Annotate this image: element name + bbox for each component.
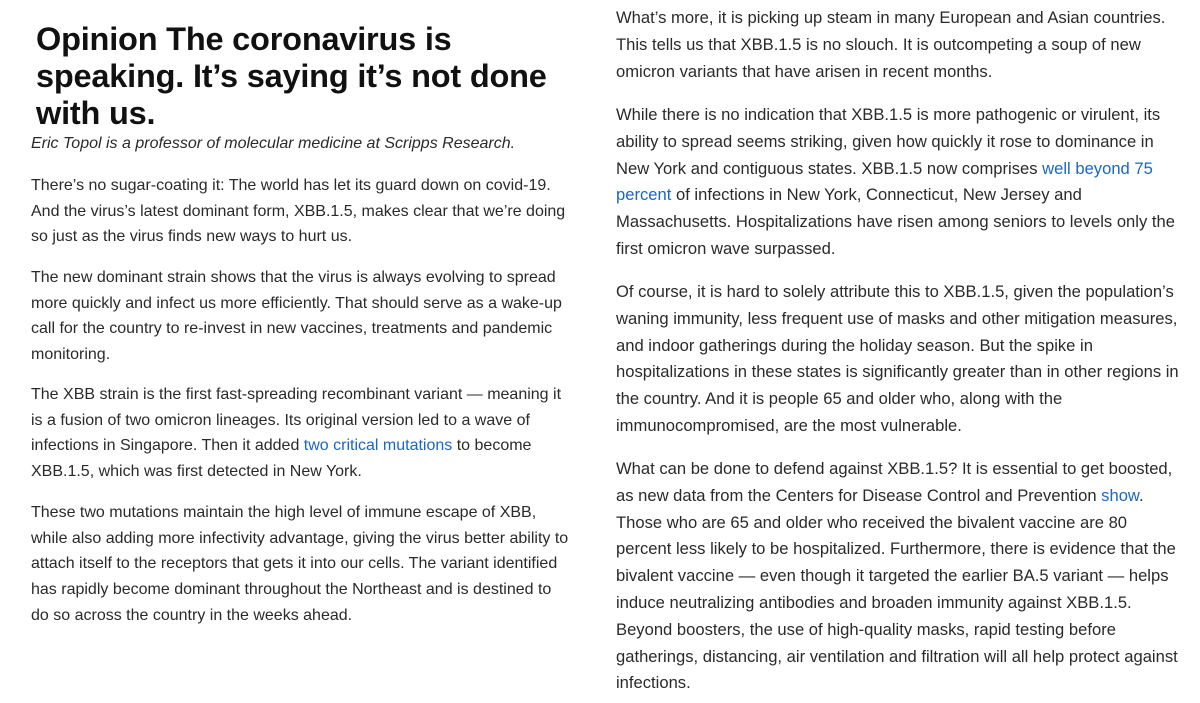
paragraph-sugar-coating: There’s no sugar-coating it: The world has let its guard down on covid-19. And the virus’s latest dominant form, XBB.1.5, makes clear that we’re doing so just as the virus finds new ways to hurt us. — [31, 177, 566, 246]
article-headline: Opinion The coronavirus is speaking. It’s saying it’s not done with us. — [36, 21, 547, 131]
paragraph-text: What can be done to defend against XBB.1.5? It is essential to get boosted, as new data from the Centers for Disease Control and Prevention — [616, 459, 1173, 505]
paragraph-new-dominant-strain: The new dominant strain shows that the virus is always evolving to spread more quickly and infect us more efficiently. That should serve as a wake-up call for the country to re-invest in new vaccines, treatments and pandemic monitoring. — [31, 269, 562, 364]
paragraph-pathogenic — [616, 102, 1181, 263]
paragraph-text: While there is no indication that XBB.1.5 is more pathogenic or virulent, its ability to spread seems striking, given how quickly it rose to dominance in New York and contiguous states. XBB.1.5 now comprises — [616, 105, 1161, 178]
paragraph-picking-up-steam: What’s more, it is picking up steam in many European and Asian countries. This tells us that XBB.1.5 is no slouch. It is outcompeting a soup of new omicron variants that have arisen in recent months. — [616, 8, 1166, 81]
well-beyond-75-percent-link[interactable]: well beyond 75 percent — [616, 158, 1153, 205]
paragraph-hard-to-attribute: Of course, it is hard to solely attribute this to XBB.1.5, given the population’s waning immunity, less frequent use of masks and other mitigation measures, and indoor gatherings during the holiday season. But the spike in hospitalizations in these states is significantly greater than in other regions in the country. And it is people 65 and older who, along with the immunocompromised, are the most vulnerable. — [616, 282, 1179, 435]
paragraph-defend-against — [616, 456, 1181, 697]
paragraph-text: to become XBB.1.5, which was first detected in New York. — [31, 437, 532, 481]
paragraph-text: of infections in New York, Connecticut, New Jersey and Massachusetts. Hospitalizations have risen among seniors to levels only the first omicron wave surpassed. — [616, 185, 1175, 258]
paragraph-two-mutations: These two mutations maintain the high level of immune escape of XBB, while also adding more infectivity advantage, giving the virus better ability to attach itself to the receptors that gets it into our cells. The variant identified has rapidly become dominant throughout the Northeast and is destined to do so across the country in the weeks ahead. — [31, 504, 569, 624]
two-critical-mutations-link[interactable]: two critical mutations — [303, 437, 453, 455]
paragraph-text: The XBB strain is the first fast-spreading recombinant variant — meaning it is a fusion of two omicron lineages. Its original version led to a wave of infections in Singapore. Then it added — [31, 386, 562, 455]
author-byline: Eric Topol is a professor of molecular medicine at Scripps Research. — [31, 135, 516, 152]
paragraph-xbb-recombinant — [31, 382, 571, 485]
paragraph-text: . Those who are 65 and older who received the bivalent vaccine are 80 percent less likely to be hospitalized. Furthermore, there is evidence that the bivalent vaccine — even though it targeted the earlier BA.5 variant — helps induce neutralizing antibodies and broaden immunity against XBB.1.5. Beyond boosters, the use of high-quality masks, rapid testing before gatherings, distancing, air ventilation and filtration will all help protect against infections. — [616, 485, 1178, 693]
show-link[interactable]: show — [1101, 485, 1139, 505]
